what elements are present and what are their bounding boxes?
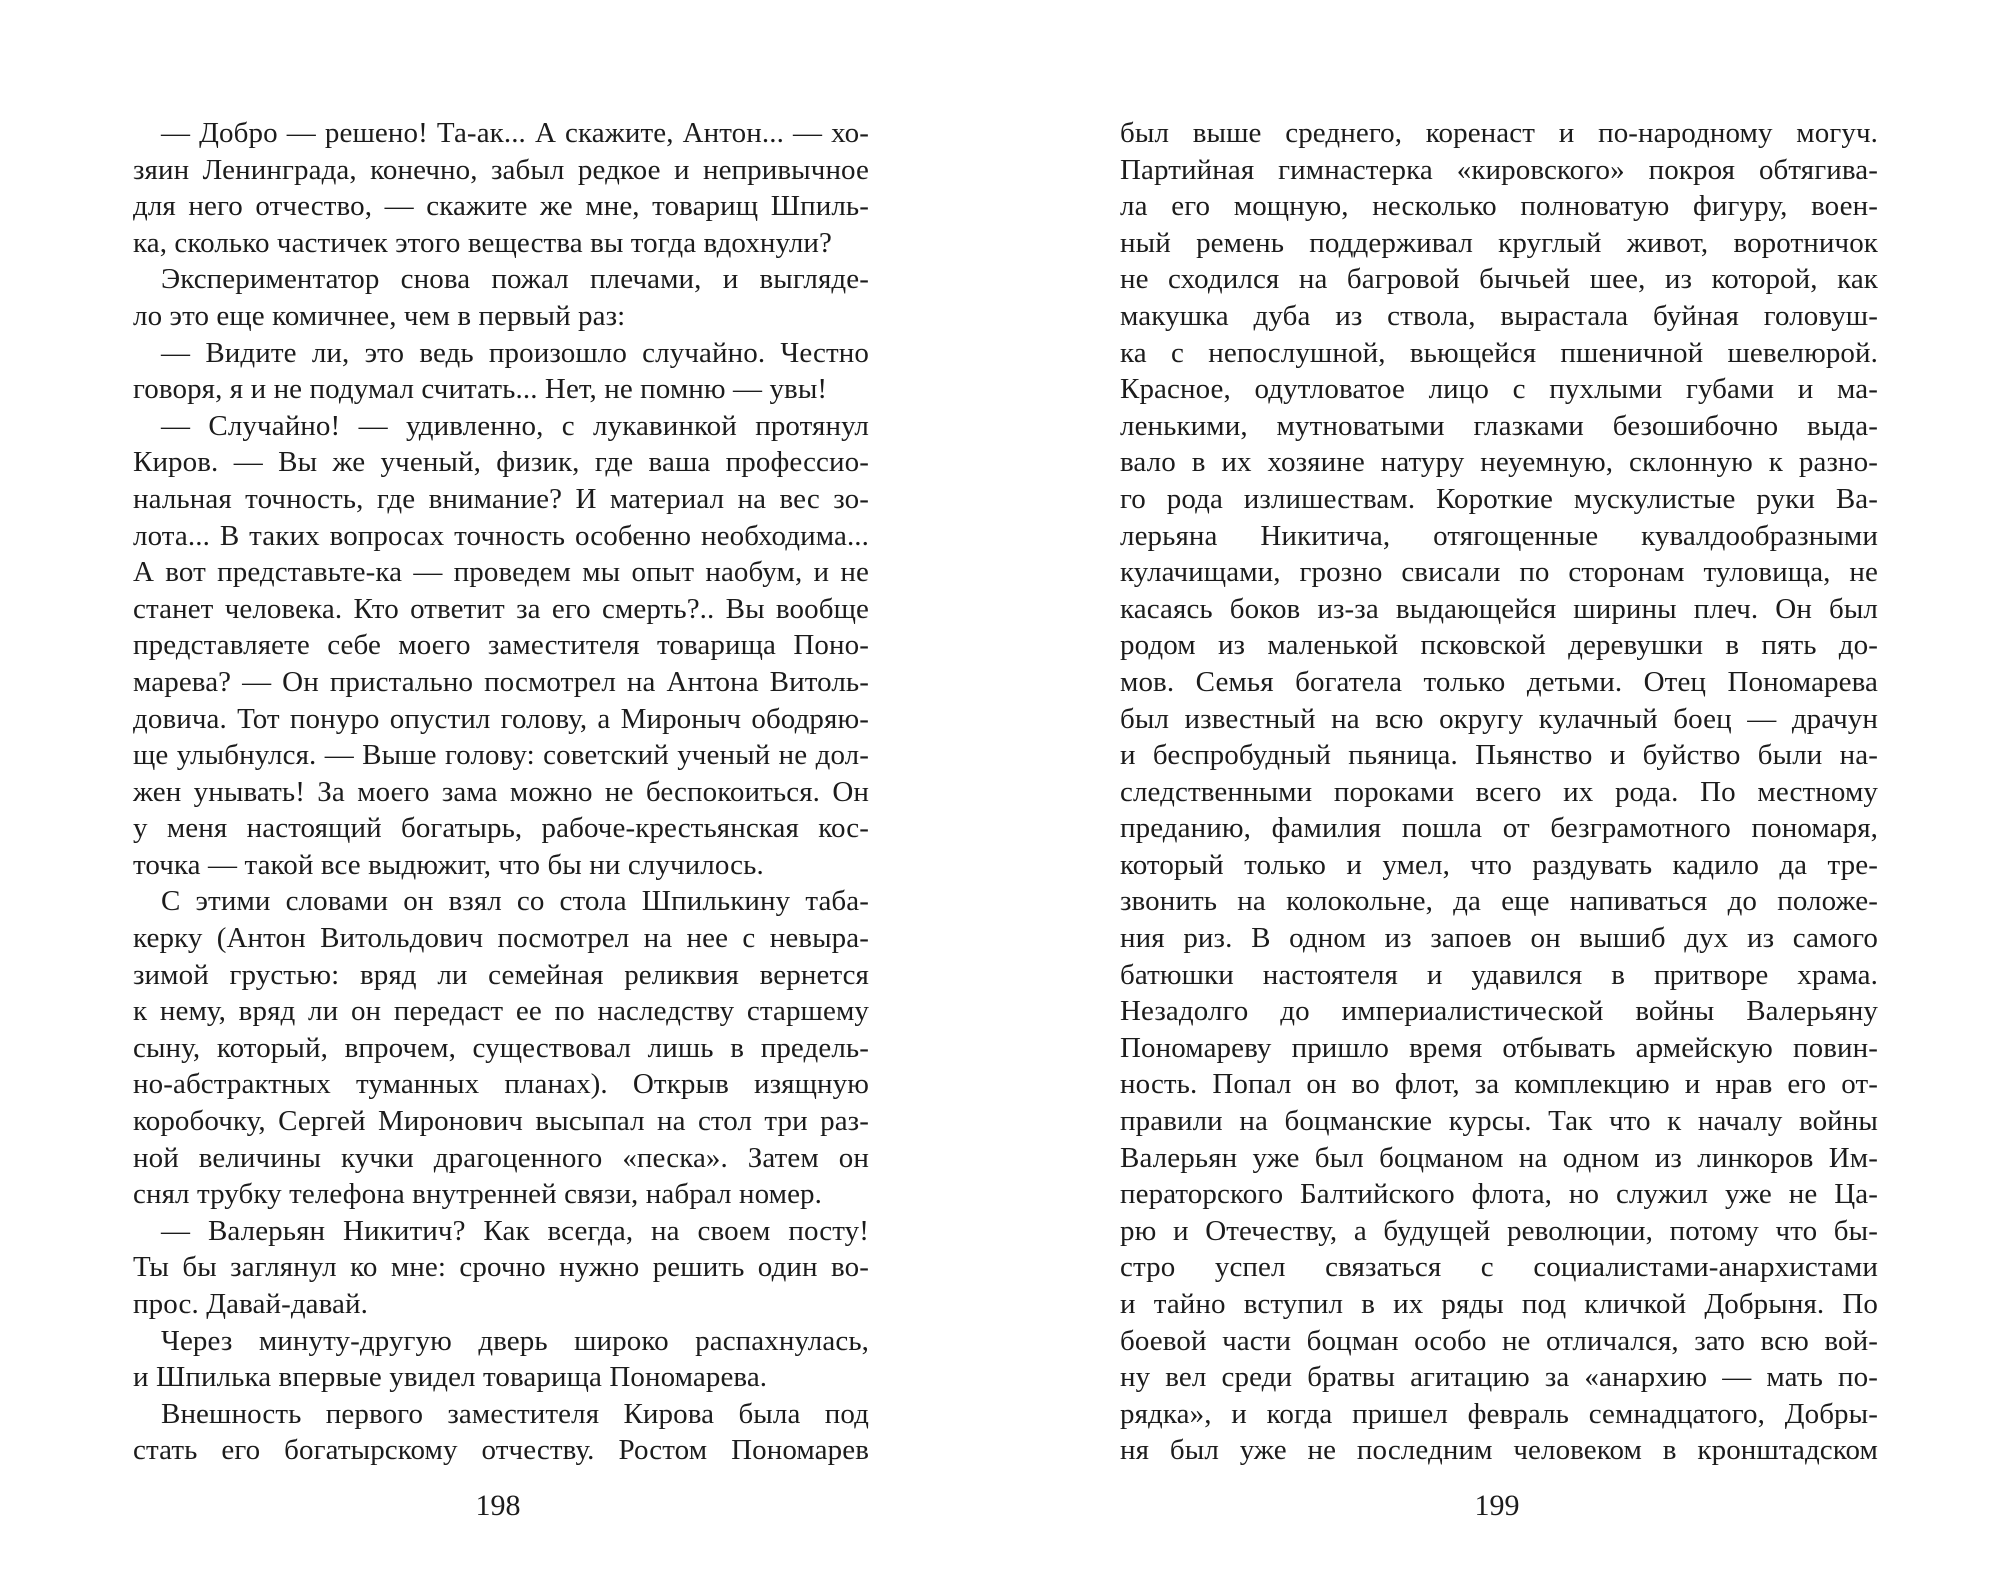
text-line: нальная точность, где внимание? И материал на вес зо- [133, 482, 869, 515]
text-line: — Видите ли, это ведь произошло случайно. Честно [161, 336, 869, 369]
text-line: Незадолго до империалистической войны Валерьяну [1120, 995, 1878, 1028]
text-line: станет человека. Кто ответит за его смерть?.. Вы вообще [133, 592, 869, 625]
text-line: следственными пороками всего их рода. По местному [1120, 775, 1878, 808]
text-line: преданию, фамилия пошла от безграмотного пономаря, [1120, 812, 1878, 845]
text-line: родом из маленькой псковской деревушки в пять до- [1120, 629, 1878, 662]
text-line: мов. Семья богатела только детьми. Отец Пономарева [1120, 665, 1878, 698]
text-line: ный ремень поддерживал круглый живот, воротничок [1120, 226, 1878, 259]
text-line: ленькими, мутноватыми глазками безошибочно выда- [1120, 409, 1878, 442]
text-line: стро успел связаться с социалистами-анархистами [1120, 1251, 1878, 1284]
text-line: который только и умел, что раздувать кадило да тре- [1120, 848, 1878, 881]
text-line: снял трубку телефона внутренней связи, набрал номер. [133, 1178, 822, 1211]
text-line: не сходился на багровой бычьей шее, из которой, как [1120, 263, 1878, 296]
text-line: Красное, одутловатое лицо с пухлыми губами и ма- [1120, 373, 1878, 406]
text-line: ня был уже не последним человеком в кронштадском [1120, 1434, 1878, 1467]
text-line: макушка дуба из ствола, вырастала буйная головуш- [1120, 299, 1878, 332]
text-line: был известный на всю округу кулачный боец — драчун [1120, 702, 1878, 735]
text-line: у меня настоящий богатырь, рабоче-крестьянская кос- [133, 812, 869, 845]
text-line: батюшки настоятеля и удавился в притворе храма. [1120, 958, 1878, 991]
text-line: вало в их хозяине натуру неуемную, склонную к разно- [1120, 446, 1878, 479]
text-line: зимой грустью: вряд ли семейная реликвия вернется [133, 958, 869, 991]
left-page-number: 198 [475, 1489, 521, 1522]
text-line: звонить на колокольне, да еще напиваться до положе- [1120, 885, 1878, 918]
text-line: ну вел среди братвы агитацию за «анархию — мать по- [1120, 1361, 1878, 1394]
text-line: — Добро — решено! Та-ак... А скажите, Антон... — хо- [161, 117, 869, 149]
text-line: лота... В таких вопросах точность особенно необходима... [133, 519, 869, 552]
text-line: Валерьян уже был боцманом на одном из линкоров Им- [1120, 1141, 1878, 1174]
text-line: был выше среднего, коренаст и по-народному могуч. [1120, 117, 1878, 149]
text-line: довича. Тот понуро опустил голову, а Мироныч ободряю- [133, 702, 869, 735]
text-line: рю и Отечеству, а будущей революции, потому что бы- [1120, 1214, 1878, 1247]
text-line: керку (Антон Витольдович посмотрел на нее с невыра- [133, 922, 869, 955]
text-line: и Шпилька впервые увидел товарища Пономарева. [133, 1361, 768, 1394]
text-line: прос. Давай-давай. [133, 1288, 369, 1320]
text-line: точка — такой все выдюжит, что бы ни случилось. [133, 848, 764, 881]
text-line: Партийная гимнастерка «кировского» покроя обтягива- [1120, 153, 1878, 186]
text-line: жен унывать! За моего зама можно не беспокоиться. Он [133, 775, 869, 808]
text-line: ка с непослушной, вьющейся пшеничной шевелюрой. [1120, 336, 1878, 369]
text-line: сыну, который, впрочем, существовал лишь в предель- [133, 1031, 869, 1064]
text-line: Ты бы заглянул ко мне: срочно нужно решить один во- [133, 1251, 869, 1284]
text-line: — Валерьян Никитич? Как всегда, на своем посту! [161, 1214, 869, 1247]
text-line: к нему, вряд ли он передаст ее по наследству старшему [133, 995, 869, 1028]
text-line: Внешность первого заместителя Кирова была под [161, 1397, 869, 1430]
text-line: зяин Ленинграда, конечно, забыл редкое и непривычное [133, 153, 869, 186]
text-line: ще улыбнулся. — Выше голову: советский ученый не дол- [133, 739, 869, 772]
text-line: С этими словами он взял со стола Шпилькину таба- [161, 885, 869, 918]
text-line: кулачищами, грозно свисали по сторонам туловища, не [1120, 556, 1878, 589]
text-line: ка, сколько частичек этого вещества вы тогда вдохнули? [133, 226, 833, 259]
right-page-number: 199 [1474, 1489, 1520, 1522]
text-line: лерьяна Никитича, отягощенные кувалдообразными [1120, 519, 1878, 552]
text-line: ность. Попал он во флот, за комплекцию и нрав его от- [1120, 1068, 1878, 1101]
text-line: А вот представьте-ка — проведем мы опыт наобум, и не [133, 556, 869, 589]
text-line: стать его богатырскому отчеству. Ростом Пономарев [133, 1434, 869, 1467]
text-line: ной величины кучки драгоценного «песка». Затем он [133, 1141, 869, 1174]
text-line: касаясь боков из-за выдающейся ширины плеч. Он был [1120, 592, 1878, 625]
text-line: — Случайно! — удивленно, с лукавинкой протянул [161, 409, 869, 442]
text-line: марева? — Он пристально посмотрел на Антона Витоль- [133, 665, 869, 698]
text-line: ния риз. В одном из запоев он вышиб дух из самого [1120, 922, 1878, 955]
text-line: и тайно вступил в их ряды под кличкой Добрыня. По [1120, 1288, 1878, 1320]
text-line: го рода излишествам. Короткие мускулистые руки Ва- [1120, 482, 1878, 515]
text-line: правили на боцманские курсы. Так что к началу войны [1120, 1105, 1878, 1138]
text-line: говоря, я и не подумал считать... Нет, не помню — увы! [133, 373, 828, 406]
text-line: коробочку, Сергей Миронович высыпал на стол три раз- [133, 1105, 869, 1138]
text-line: ла его мощную, несколько полноватую фигуру, воен- [1120, 190, 1878, 223]
text-line: Киров. — Вы же ученый, физик, где ваша профессио- [133, 446, 869, 479]
text-line: представляете себе моего заместителя товарища Поно- [133, 629, 869, 662]
text-line: для него отчество, — скажите же мне, товарищ Шпиль- [133, 190, 869, 223]
text-line: Пономареву пришло время отбывать армейскую повин- [1120, 1031, 1878, 1064]
left-page-text [133, 115, 869, 1469]
text-line: но-абстрактных туманных планах). Открыв изящную [133, 1068, 869, 1101]
text-line: Через минуту-другую дверь широко распахнулась, [161, 1324, 869, 1357]
text-line: и беспробудный пьяница. Пьянство и буйство были на- [1120, 739, 1878, 772]
right-page-text [1120, 115, 1878, 1469]
text-line: боевой части боцман особо не отличался, зато всю вой- [1120, 1324, 1878, 1357]
text-line: ператорского Балтийского флота, но служил уже не Ца- [1120, 1178, 1878, 1211]
text-line: Экспериментатор снова пожал плечами, и выгляде- [161, 263, 869, 296]
text-line: ло это еще комичнее, чем в первый раз: [133, 299, 626, 332]
text-line: рядка», и когда пришел февраль семнадцатого, Добры- [1120, 1397, 1878, 1430]
